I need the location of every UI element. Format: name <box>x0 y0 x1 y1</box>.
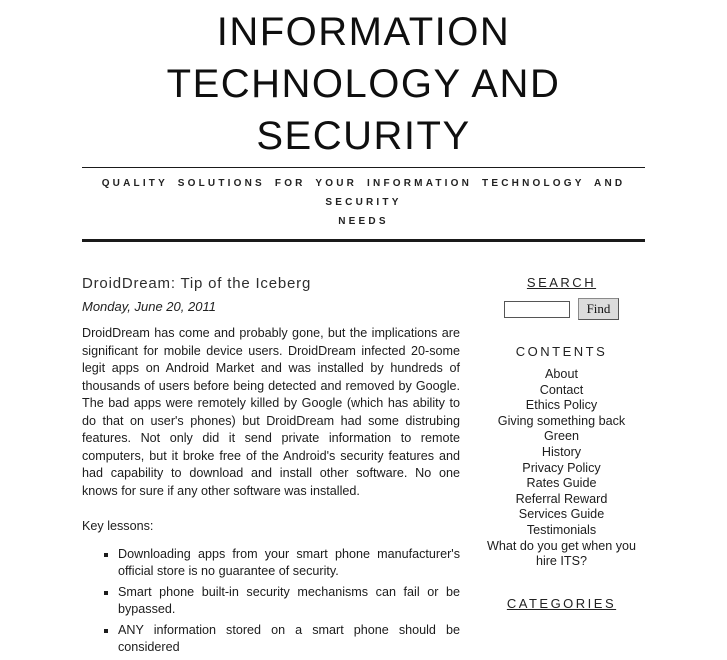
list-item: ▪ ANY information stored on a smart phone should be considered <box>118 622 460 657</box>
sidebar-item-services-guide[interactable]: Services Guide <box>518 507 605 522</box>
search-input[interactable] <box>504 301 570 318</box>
site-title-line-2: TECHNOLOGY AND <box>166 62 561 106</box>
list-item: ▪ Downloading apps from your smart phone manufacturer's official store is no guarantee of security. <box>118 546 460 581</box>
article-date: Monday, June 20, 2011 <box>82 299 216 314</box>
sidebar-item-referral-reward[interactable]: Referral Reward <box>515 491 608 506</box>
article <box>82 275 460 660</box>
sidebar-item-privacy-policy[interactable]: Privacy Policy <box>522 460 601 475</box>
tagline-band <box>82 167 645 242</box>
masthead <box>82 6 645 242</box>
sidebar-item-history[interactable]: History <box>541 444 582 459</box>
list-item: ▪ Smart phone built-in security mechanisms can fail or be bypassed. <box>118 584 460 619</box>
search-form <box>478 298 645 320</box>
content-columns <box>82 275 645 660</box>
sidebar-item-rates-guide[interactable]: Rates Guide <box>526 476 597 491</box>
sidebar-item-giving-something-back[interactable]: Giving something back <box>497 413 626 428</box>
sidebar-item-ethics-policy[interactable]: Ethics Policy <box>525 398 598 413</box>
sidebar-item-green[interactable]: Green <box>543 429 579 444</box>
tagline-line-1: QUALITY SOLUTIONS FOR YOUR INFORMATION TECHNOLOGY AND SECURITY <box>101 178 626 208</box>
site-title-line-3: SECURITY <box>256 114 471 158</box>
contents-list <box>478 367 645 570</box>
sidebar-item-testimonials[interactable]: Testimonials <box>526 522 597 537</box>
page <box>82 6 645 660</box>
sidebar-item-what-do-you-get[interactable]: What do you get when you hire ITS? <box>486 538 637 569</box>
sidebar-item-about[interactable]: About <box>545 367 578 381</box>
site-title <box>82 6 645 162</box>
site-title-line-1: INFORMATION <box>216 10 511 54</box>
site-tagline <box>82 174 645 231</box>
article-paragraph: DroidDream has come and probably gone, but the implications are significant for mobile device users. DroidDream infected 20-some legit apps on Android Market and was installed by hundreds of thousands of users before being detected and removed by Google. The bad apps were remotely killed by Google (which has ability to do that on user's phones) but DroidDream had some distrubing features. Not only did it send private information to remote computers, but it broke free of the Android's security features and had capability to download and install other software. No one knows for sure if any other software was installed. <box>82 326 460 498</box>
categories-heading[interactable]: CATEGORIES <box>506 595 617 611</box>
search-heading[interactable]: SEARCH <box>526 275 597 290</box>
article-title[interactable]: DroidDream: Tip of the Iceberg <box>82 275 312 292</box>
find-button[interactable]: Find <box>578 298 620 320</box>
tagline-line-2: NEEDS <box>338 216 389 227</box>
key-lessons-list <box>82 546 460 657</box>
contents-heading: CONTENTS <box>515 344 608 359</box>
sidebar <box>478 275 645 660</box>
sidebar-item-contact[interactable]: Contact <box>539 382 584 397</box>
key-lessons-label: Key lessons: <box>82 519 154 533</box>
